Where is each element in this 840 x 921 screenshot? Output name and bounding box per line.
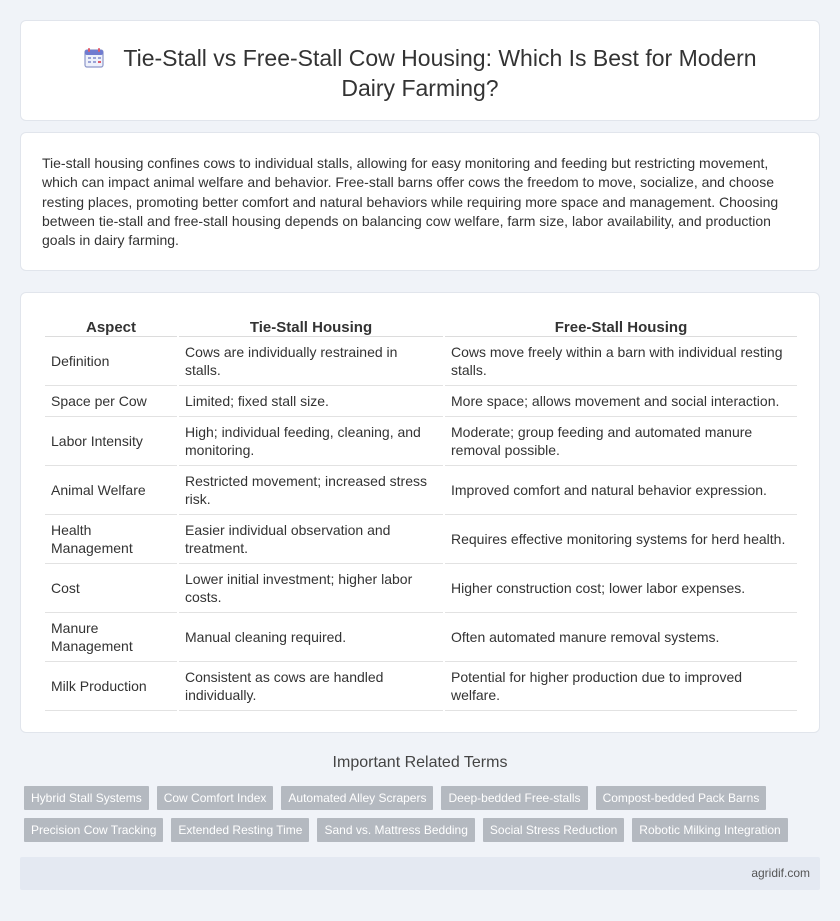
- tie-stall-cell: Limited; fixed stall size.: [179, 386, 443, 417]
- tie-stall-cell: Manual cleaning required.: [179, 613, 443, 662]
- calendar-icon: [83, 47, 105, 69]
- free-stall-cell: Higher construction cost; lower labor expenses.: [445, 564, 797, 613]
- tie-stall-cell: Cows are individually restrained in stalls.: [179, 337, 443, 386]
- comparison-table: [43, 315, 799, 711]
- table-row: [45, 337, 797, 386]
- aspect-cell: Manure Management: [45, 613, 177, 662]
- aspect-cell: Health Management: [45, 515, 177, 564]
- free-stall-cell: Moderate; group feeding and automated manure removal possible.: [445, 417, 797, 466]
- free-stall-cell: Cows move freely within a barn with individual resting stalls.: [445, 337, 797, 386]
- table-row: [45, 662, 797, 711]
- intro-paragraph: Tie-stall housing confines cows to individual stalls, allowing for easy monitoring and feeding but restricting movement, which can impact animal welfare and behavior. Free-stall barns offer cows the freedom to move, socialize, and choose resting places, promoting better comfort and natural behaviors while requiring more space and management. Choosing between tie-stall and free-stall housing depends on balancing cow welfare, farm size, labor availability, and production goals in dairy farming.: [42, 155, 779, 249]
- table-row: [45, 564, 797, 613]
- aspect-cell: Definition: [45, 337, 177, 386]
- title-card: [20, 20, 820, 121]
- header-tie-stall: Tie-Stall Housing: [179, 315, 443, 337]
- table-row: [45, 613, 797, 662]
- aspect-cell: Labor Intensity: [45, 417, 177, 466]
- free-stall-cell: Improved comfort and natural behavior expression.: [445, 466, 797, 515]
- related-term-tag[interactable]: Precision Cow Tracking: [24, 818, 163, 842]
- aspect-cell: Space per Cow: [45, 386, 177, 417]
- header-aspect: Aspect: [45, 315, 177, 337]
- free-stall-cell: Potential for higher production due to improved welfare.: [445, 662, 797, 711]
- tie-stall-cell: Restricted movement; increased stress risk.: [179, 466, 443, 515]
- related-term-tag[interactable]: Compost-bedded Pack Barns: [596, 786, 767, 810]
- free-stall-cell: More space; allows movement and social interaction.: [445, 386, 797, 417]
- related-term-tag[interactable]: Extended Resting Time: [171, 818, 309, 842]
- table-row: [45, 515, 797, 564]
- footer: [20, 857, 820, 890]
- intro-card: [20, 132, 820, 271]
- table-row: [45, 386, 797, 417]
- related-term-tag[interactable]: Robotic Milking Integration: [632, 818, 787, 842]
- aspect-cell: Animal Welfare: [45, 466, 177, 515]
- page-title: Tie-Stall vs Free-Stall Cow Housing: Which Is Best for Modern Dairy Farming?: [123, 45, 757, 101]
- related-term-tag[interactable]: Social Stress Reduction: [483, 818, 624, 842]
- tie-stall-cell: Consistent as cows are handled individually.: [179, 662, 443, 711]
- tie-stall-cell: Lower initial investment; higher labor costs.: [179, 564, 443, 613]
- table-row: [45, 466, 797, 515]
- page-title-wrap: [21, 43, 819, 103]
- related-term-tag[interactable]: Cow Comfort Index: [157, 786, 274, 810]
- table-row: [45, 417, 797, 466]
- aspect-cell: Cost: [45, 564, 177, 613]
- tag-row: [24, 818, 824, 842]
- related-term-tag[interactable]: Hybrid Stall Systems: [24, 786, 149, 810]
- free-stall-cell: Requires effective monitoring systems for herd health.: [445, 515, 797, 564]
- free-stall-cell: Often automated manure removal systems.: [445, 613, 797, 662]
- tag-row: [24, 786, 824, 810]
- related-terms-title: Important Related Terms: [332, 754, 508, 771]
- tie-stall-cell: Easier individual observation and treatment.: [179, 515, 443, 564]
- related-term-tag[interactable]: Deep-bedded Free-stalls: [441, 786, 587, 810]
- table-card: [20, 292, 820, 733]
- footer-site[interactable]: agridif.com: [751, 866, 810, 880]
- table-header-row: [45, 315, 797, 337]
- related-term-tag[interactable]: Automated Alley Scrapers: [281, 786, 433, 810]
- aspect-cell: Milk Production: [45, 662, 177, 711]
- header-free-stall: Free-Stall Housing: [445, 315, 797, 337]
- related-term-tag[interactable]: Sand vs. Mattress Bedding: [317, 818, 474, 842]
- tie-stall-cell: High; individual feeding, cleaning, and monitoring.: [179, 417, 443, 466]
- related-terms-tags: [24, 786, 824, 850]
